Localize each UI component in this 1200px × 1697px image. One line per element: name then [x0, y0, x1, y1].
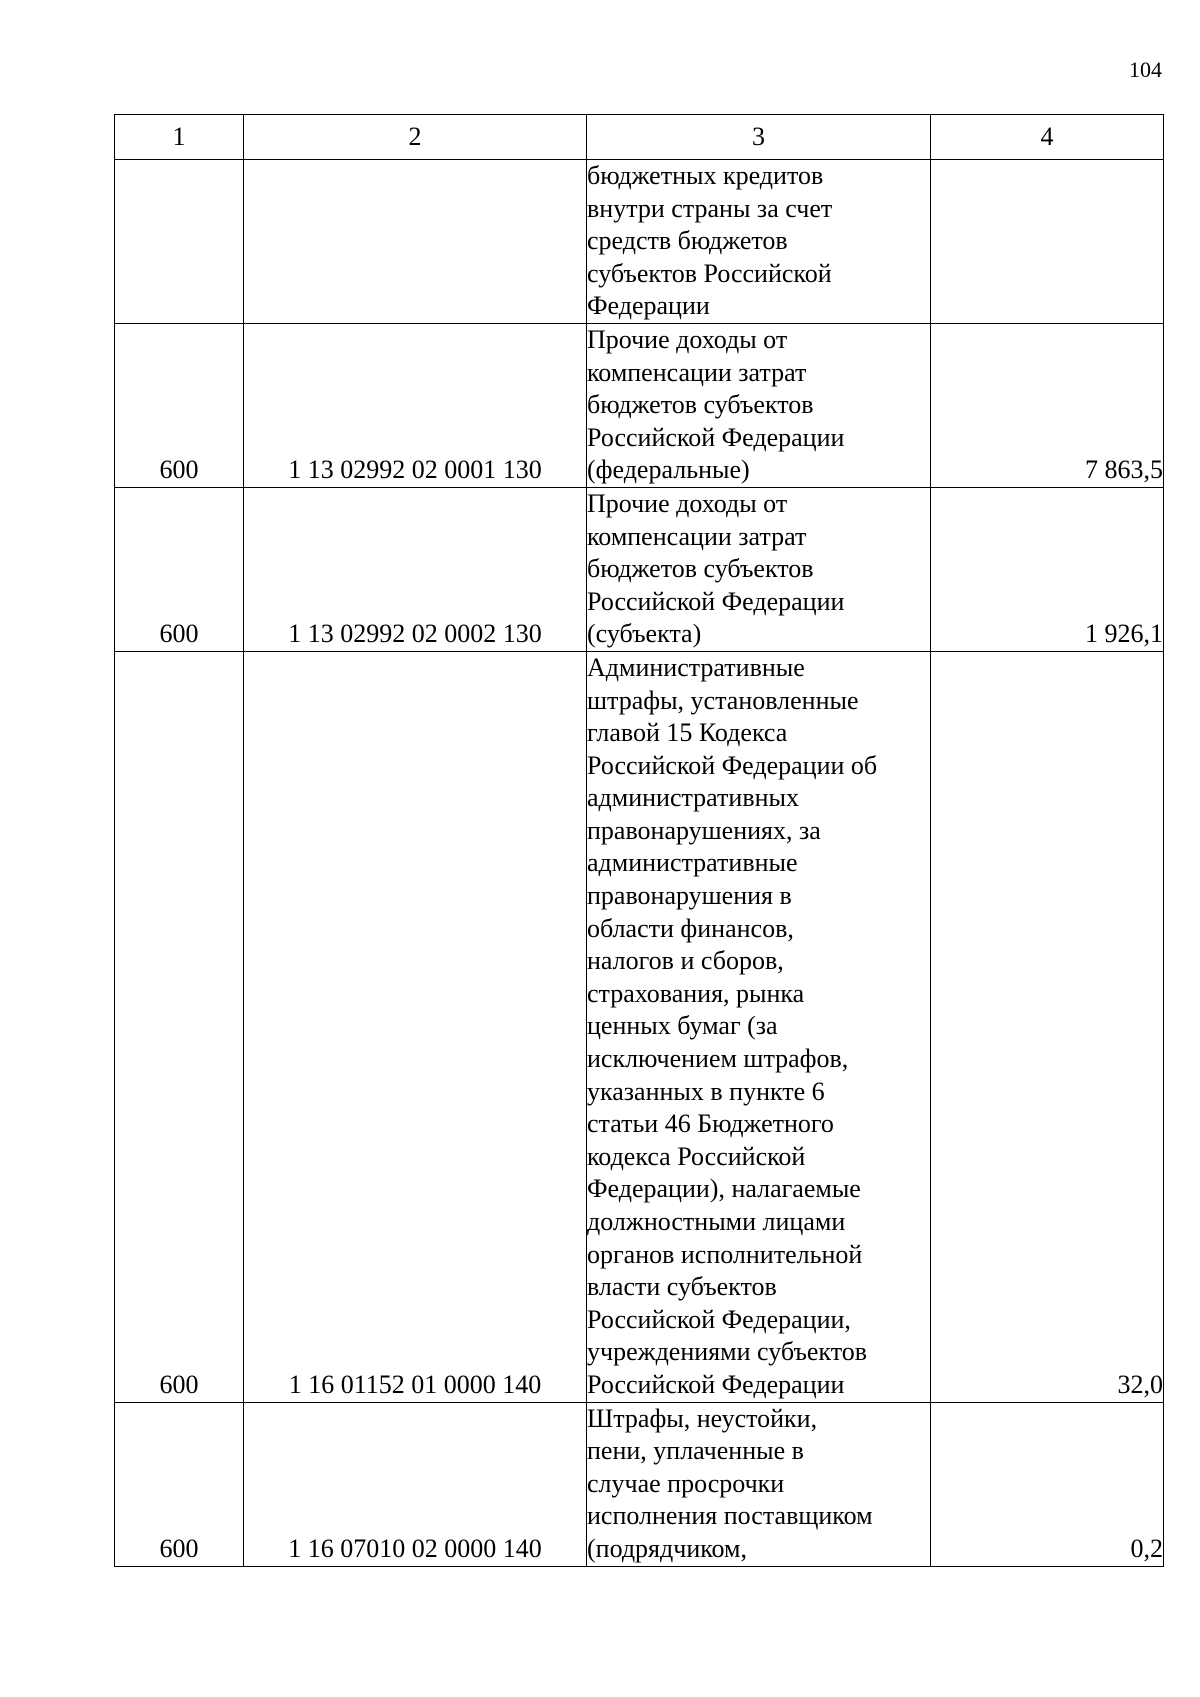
budget-code-cell: 1 13 02992 02 0001 130: [244, 323, 587, 487]
admin-code-cell: 600: [115, 1402, 244, 1566]
budget-code-cell: 1 13 02992 02 0002 130: [244, 487, 587, 651]
table-row: [115, 1402, 1164, 1566]
admin-code-cell: [115, 160, 244, 324]
page-number: 104: [1129, 57, 1162, 82]
description-cell: Штрафы, неустойки, пени, уплаченные в случае просрочки исполнения поставщиком (подрядчиком,: [587, 1402, 931, 1566]
table-row: [115, 651, 1164, 1402]
admin-code-cell: 600: [115, 323, 244, 487]
description-cell: Административные штрафы, установленные главой 15 Кодекса Российской Федерации об административных правонарушениях, за административные правонарушения в области финансов, налогов и сборов, страхования, рынка ценных бумаг (за исключением штрафов, указанных в пункте 6 статьи 46 Бюджетного кодекса Российской Федерации), налагаемые должностными лицами органов исполнительной власти субъектов Российской Федерации, учреждениями субъектов Российской Федерации: [587, 651, 931, 1402]
admin-code-cell: 600: [115, 651, 244, 1402]
amount-cell: 0,2: [931, 1402, 1164, 1566]
amount-cell: 1 926,1: [931, 487, 1164, 651]
table-row: [115, 323, 1164, 487]
budget-revenue-table: [114, 114, 1164, 1567]
budget-code-cell: 1 16 01152 01 0000 140: [244, 651, 587, 1402]
description-cell: Прочие доходы от компенсации затрат бюджетов субъектов Российской Федерации (федеральные): [587, 323, 931, 487]
budget-code-cell: [244, 160, 587, 324]
budget-code-cell: 1 16 07010 02 0000 140: [244, 1402, 587, 1566]
table-row: [115, 487, 1164, 651]
table-header-row: [115, 115, 1164, 160]
amount-cell: [931, 160, 1164, 324]
header-col-4: 4: [931, 115, 1164, 160]
description-cell: Прочие доходы от компенсации затрат бюджетов субъектов Российской Федерации (субъекта): [587, 487, 931, 651]
header-col-2: 2: [244, 115, 587, 160]
amount-cell: 7 863,5: [931, 323, 1164, 487]
description-cell: бюджетных кредитов внутри страны за счет средств бюджетов субъектов Российской Федерации: [587, 160, 931, 324]
header-col-3: 3: [587, 115, 931, 160]
header-col-1: 1: [115, 115, 244, 160]
admin-code-cell: 600: [115, 487, 244, 651]
amount-cell: 32,0: [931, 651, 1164, 1402]
table-row: [115, 160, 1164, 324]
